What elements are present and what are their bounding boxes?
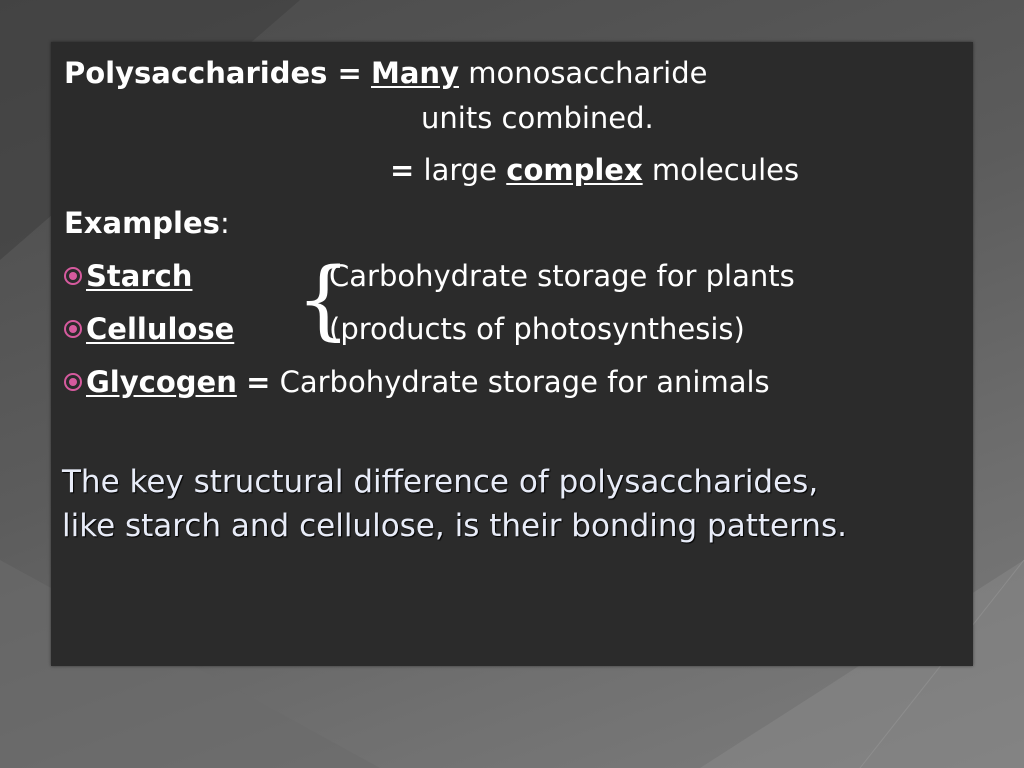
cellulose-description [329, 311, 745, 347]
definition-line-1 [64, 55, 707, 91]
list-item-starch [64, 258, 192, 294]
cellulose-term: Cellulose [86, 312, 235, 346]
starch-description [329, 258, 795, 294]
list-item-cellulose [64, 311, 234, 347]
definition-line-3 [390, 152, 799, 188]
examples-colon: : [219, 206, 230, 240]
animals-storage-text: Carbohydrate storage for animals [279, 365, 770, 399]
starch-term: Starch [86, 259, 193, 293]
molecules-text: molecules [651, 153, 800, 187]
bullet-icon [64, 373, 82, 391]
photosynthesis-text: (products of photosynthesis) [329, 312, 745, 346]
list-item-glycogen [64, 364, 770, 400]
complex-emphasis: complex [506, 153, 643, 187]
definition-line-2 [421, 100, 654, 136]
grouping-brace: { [296, 250, 351, 350]
equals-sign: = [246, 365, 271, 399]
large-text: large [423, 153, 498, 187]
equals-sign: = [390, 153, 415, 187]
examples-heading [64, 205, 230, 241]
note-line-1: The key structural difference of polysaccharides, [62, 464, 819, 500]
many-emphasis: Many [371, 56, 459, 90]
note-line-2: like starch and cellulose, is their bonding patterns. [62, 508, 847, 544]
units-combined-text: units combined. [421, 101, 654, 135]
monosaccharide-text: monosaccharide [468, 56, 708, 90]
polysaccharides-term: Polysaccharides = [64, 56, 362, 90]
bullet-icon [64, 320, 82, 338]
glycogen-term: Glycogen [86, 365, 237, 399]
bullet-icon [64, 267, 82, 285]
examples-label: Examples [64, 206, 220, 240]
plants-storage-text: Carbohydrate storage for plants [329, 259, 795, 293]
